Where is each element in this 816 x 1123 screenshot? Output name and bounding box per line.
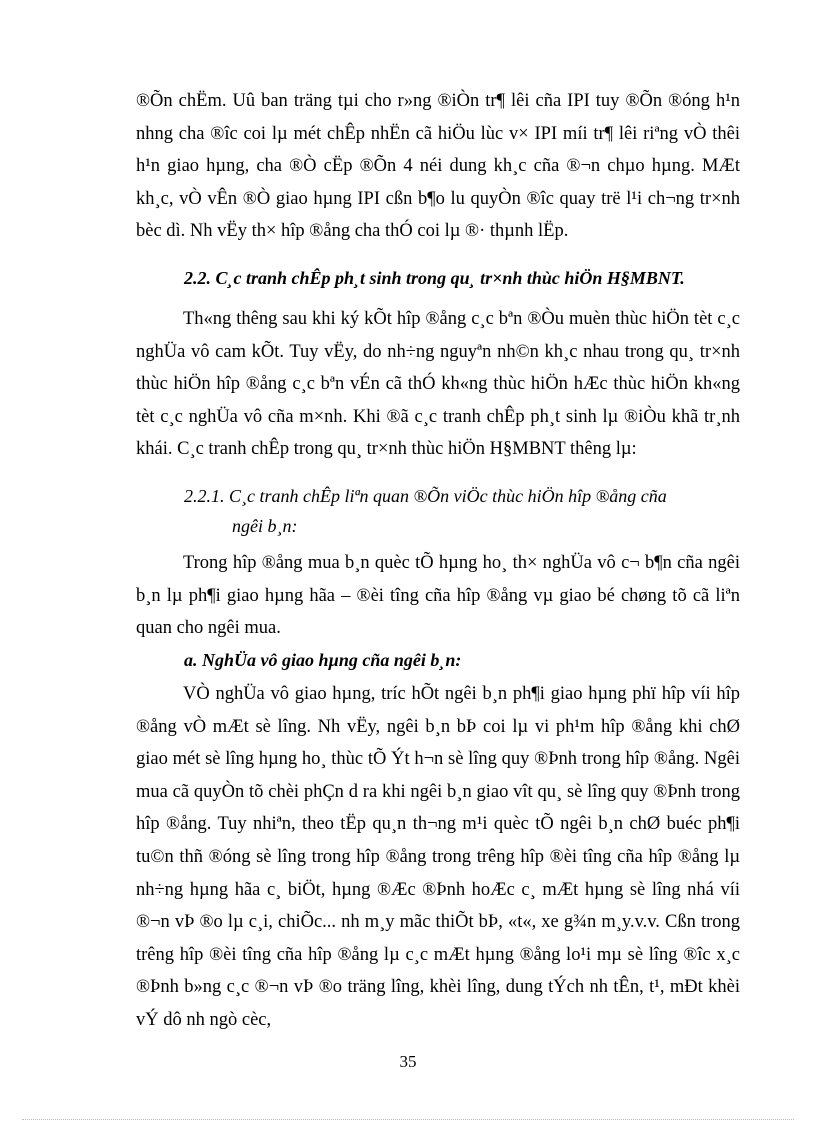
paragraph-contract-acceptance: ®Õn chËm. Uû ban träng tµi cho r»ng ®iÒn tr¶ lêi cña IPI tuy ®Õn ®óng h¹n nhng cha ®îc coi lµ mét chÊp nhËn cã hiÖu lùc v× IPI míi tr¶ lêi riªng vÒ thêi h¹n giao hµng, cha ®Ò cËp ®Õn 4 néi dung kh¸c cña ®¬n chµo hµng. MÆt kh¸c, vÒ vÊn ®Ò giao hµng IPI cßn b¶o lu quyÒn ®îc quay trë l¹i ch¬ng tr×nh bèc dì. Nh vËy th× hîp ®ång cha thÓ coi lµ ®· thµnh lËp.	[136, 91, 740, 242]
subsection-heading-line-2: ngêi b¸n:	[232, 516, 298, 536]
subheading-a-delivery-obligation: a. NghÜa vô giao hµng cña ngêi b¸n:	[184, 650, 462, 670]
footer-divider	[22, 1119, 794, 1120]
page-number: 35	[399, 1052, 417, 1071]
subsection-heading-2-2-1	[184, 481, 744, 541]
paragraph-delivery-quantity: VÒ nghÜa vô giao hµng, tríc hÕt ngêi b¸n ph¶i giao hµng phï hîp víi hîp ®ång vÒ mÆt sè lîng. Nh vËy, ngêi b¸n bÞ coi lµ vi ph¹m hîp ®ång khi chØ giao mét sè lîng hµng ho¸ thùc tÕ Ýt h¬n sè lîng quy ®Þnh trong hîp ®ång. Ngêi mua cã quyÒn tõ chèi phÇn d ra khi ngêi b¸n giao vît qu¸ sè lîng quy ®Þnh trong hîp ®ång. Tuy nhiªn, theo tËp qu¸n th¬ng m¹i quèc tÕ ngêi b¸n chØ buéc ph¶i tu©n thñ ®óng sè lîng trong hîp ®ång trong trêng hîp ®èi tîng cña hîp ®ång lµ nh÷ng hµng hãa c¸ biÖt, hµng ®Æc ®Þnh hoÆc c¸ mÆt hµng sè lîng nhá víi ®¬n vÞ ®o lµ c¸i, chiÕc... nh m¸y mãc thiÕt bÞ, «t«, xe g¾n m¸y.v.v. Cßn trong trêng hîp ®èi tîng cña hîp ®ång lµ c¸c mÆt hµng ®ång lo¹i mµ sè lîng ®îc x¸c ®Þnh b»ng c¸c ®¬n vÞ ®o träng lîng, khèi lîng, dung tÝch nh tÊn, t¹, mÐt khèi vÝ dô nh ngò cèc,	[136, 684, 740, 1030]
section-heading-2-2: 2.2. C¸c tranh chÊp ph¸t sinh trong qu¸ tr×nh thùc hiÖn H§MBNT.	[184, 268, 685, 288]
subsection-heading-line-1: 2.2.1. C¸c tranh chÊp liªn quan ®Õn viÖc thùc hiÖn hîp ®ång cña	[184, 486, 667, 506]
paragraph-seller-obligations: Trong hîp ®ång mua b¸n quèc tÕ hµng ho¸ th× nghÜa vô c¬ b¶n cña ngêi b¸n lµ ph¶i giao hµng hãa – ®èi tîng cña hîp ®ång vµ giao bé chøng tõ cã liªn quan cho ngêi mua.	[136, 553, 740, 639]
paragraph-performance-disputes: Th«ng thêng sau khi ký kÕt hîp ®ång c¸c bªn ®Òu muèn thùc hiÖn tèt c¸c nghÜa vô cam kÕt. Tuy vËy, do nh÷ng nguyªn nh©n kh¸c nhau trong qu¸ tr×nh thùc hiÖn hîp ®ång c¸c bªn vÉn cã thÓ kh«ng thùc hiÖn hÆc thùc hiÖn kh«ng tèt c¸c nghÜa vô cña m×nh. Khi ®ã c¸c tranh chÊp ph¸t sinh lµ ®iÒu khã tr¸nh khái. C¸c tranh chÊp trong qu¸ tr×nh thùc hiÖn H§MBNT thêng lµ:	[136, 309, 740, 460]
